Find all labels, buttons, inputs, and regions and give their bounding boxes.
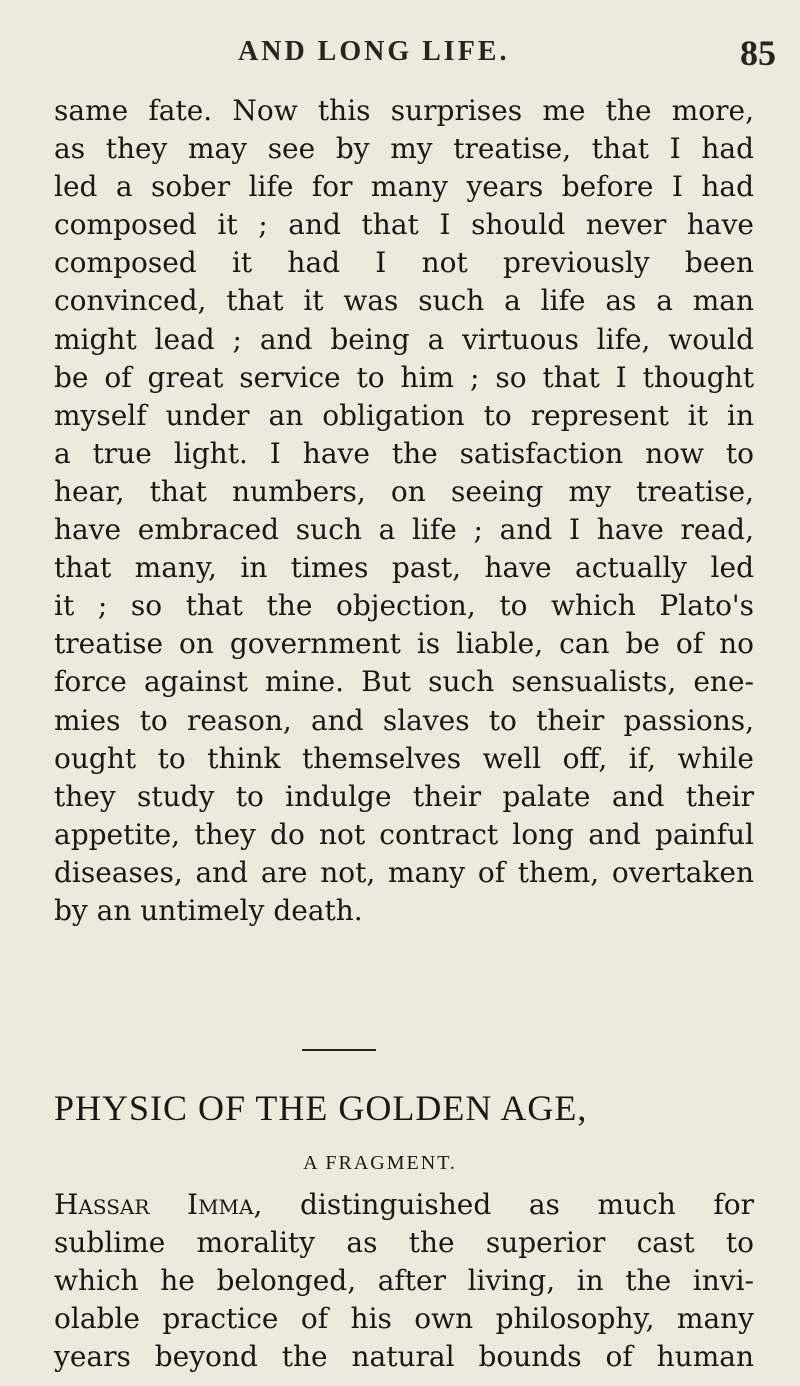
text-line: same fate. Now this surprises me the more, — [54, 94, 754, 127]
text-line: diseases, and are not, many of them, overtaken — [54, 855, 754, 889]
text-line: composed it ; and that I should never have — [54, 208, 754, 242]
text-line: by an untimely death. — [54, 893, 363, 927]
text-line: appetite, they do not contract long and painful — [54, 817, 754, 851]
text-line: force against mine. But such sensualists, ene- — [54, 665, 754, 699]
text-line: years beyond the natural bounds of human — [54, 1340, 754, 1374]
section-divider — [302, 1049, 376, 1051]
text-line: it ; so that the objection, to which Plato's — [54, 589, 754, 623]
text-line: sublime morality as the superior cast to — [54, 1226, 754, 1260]
running-head — [0, 30, 800, 74]
section-paragraph — [54, 1186, 754, 1376]
text-line — [54, 1186, 754, 1224]
page-number: 85 — [740, 33, 776, 73]
text-line: hear, that numbers, on seeing my treatise, — [54, 474, 754, 508]
body-paragraph — [54, 92, 754, 930]
text-line: that many, in times past, have actually led — [54, 551, 754, 585]
text-line: ought to think themselves well off, if, while — [54, 741, 754, 775]
text-line: convinced, that it was such a life as a man — [54, 284, 754, 318]
section-heading: PHYSIC OF THE GOLDEN AGE, — [54, 1088, 588, 1128]
text-line: mies to reason, and slaves to their passions, — [54, 703, 754, 737]
text-line: which he belonged, after living, in the invi- — [54, 1264, 754, 1298]
text-line: treatise on government is liable, can be of no — [54, 627, 754, 661]
text-line: myself under an obligation to represent it in — [54, 398, 754, 432]
text-line: have embraced such a life ; and I have read, — [54, 513, 754, 547]
text-line: as they may see by my treatise, that I had — [54, 132, 754, 166]
section-subheading: A FRAGMENT. — [303, 1152, 457, 1174]
lead-name: Hassar Imma, — [54, 1188, 263, 1221]
text-line: led a sober life for many years before I had — [54, 170, 754, 204]
text-line: they study to indulge their palate and their — [54, 779, 754, 813]
text-line: be of great service to him ; so that I thought — [54, 360, 754, 394]
text-line: olable practice of his own philosophy, many — [54, 1302, 754, 1336]
text-line: a true light. I have the satisfaction now to — [54, 436, 754, 470]
first-line-rest: distinguished as much for — [262, 1188, 754, 1221]
text-line: composed it had I not previously been — [54, 246, 754, 280]
text-line: might lead ; and being a virtuous life, would — [54, 322, 754, 356]
running-title: AND LONG LIFE. — [238, 36, 510, 67]
